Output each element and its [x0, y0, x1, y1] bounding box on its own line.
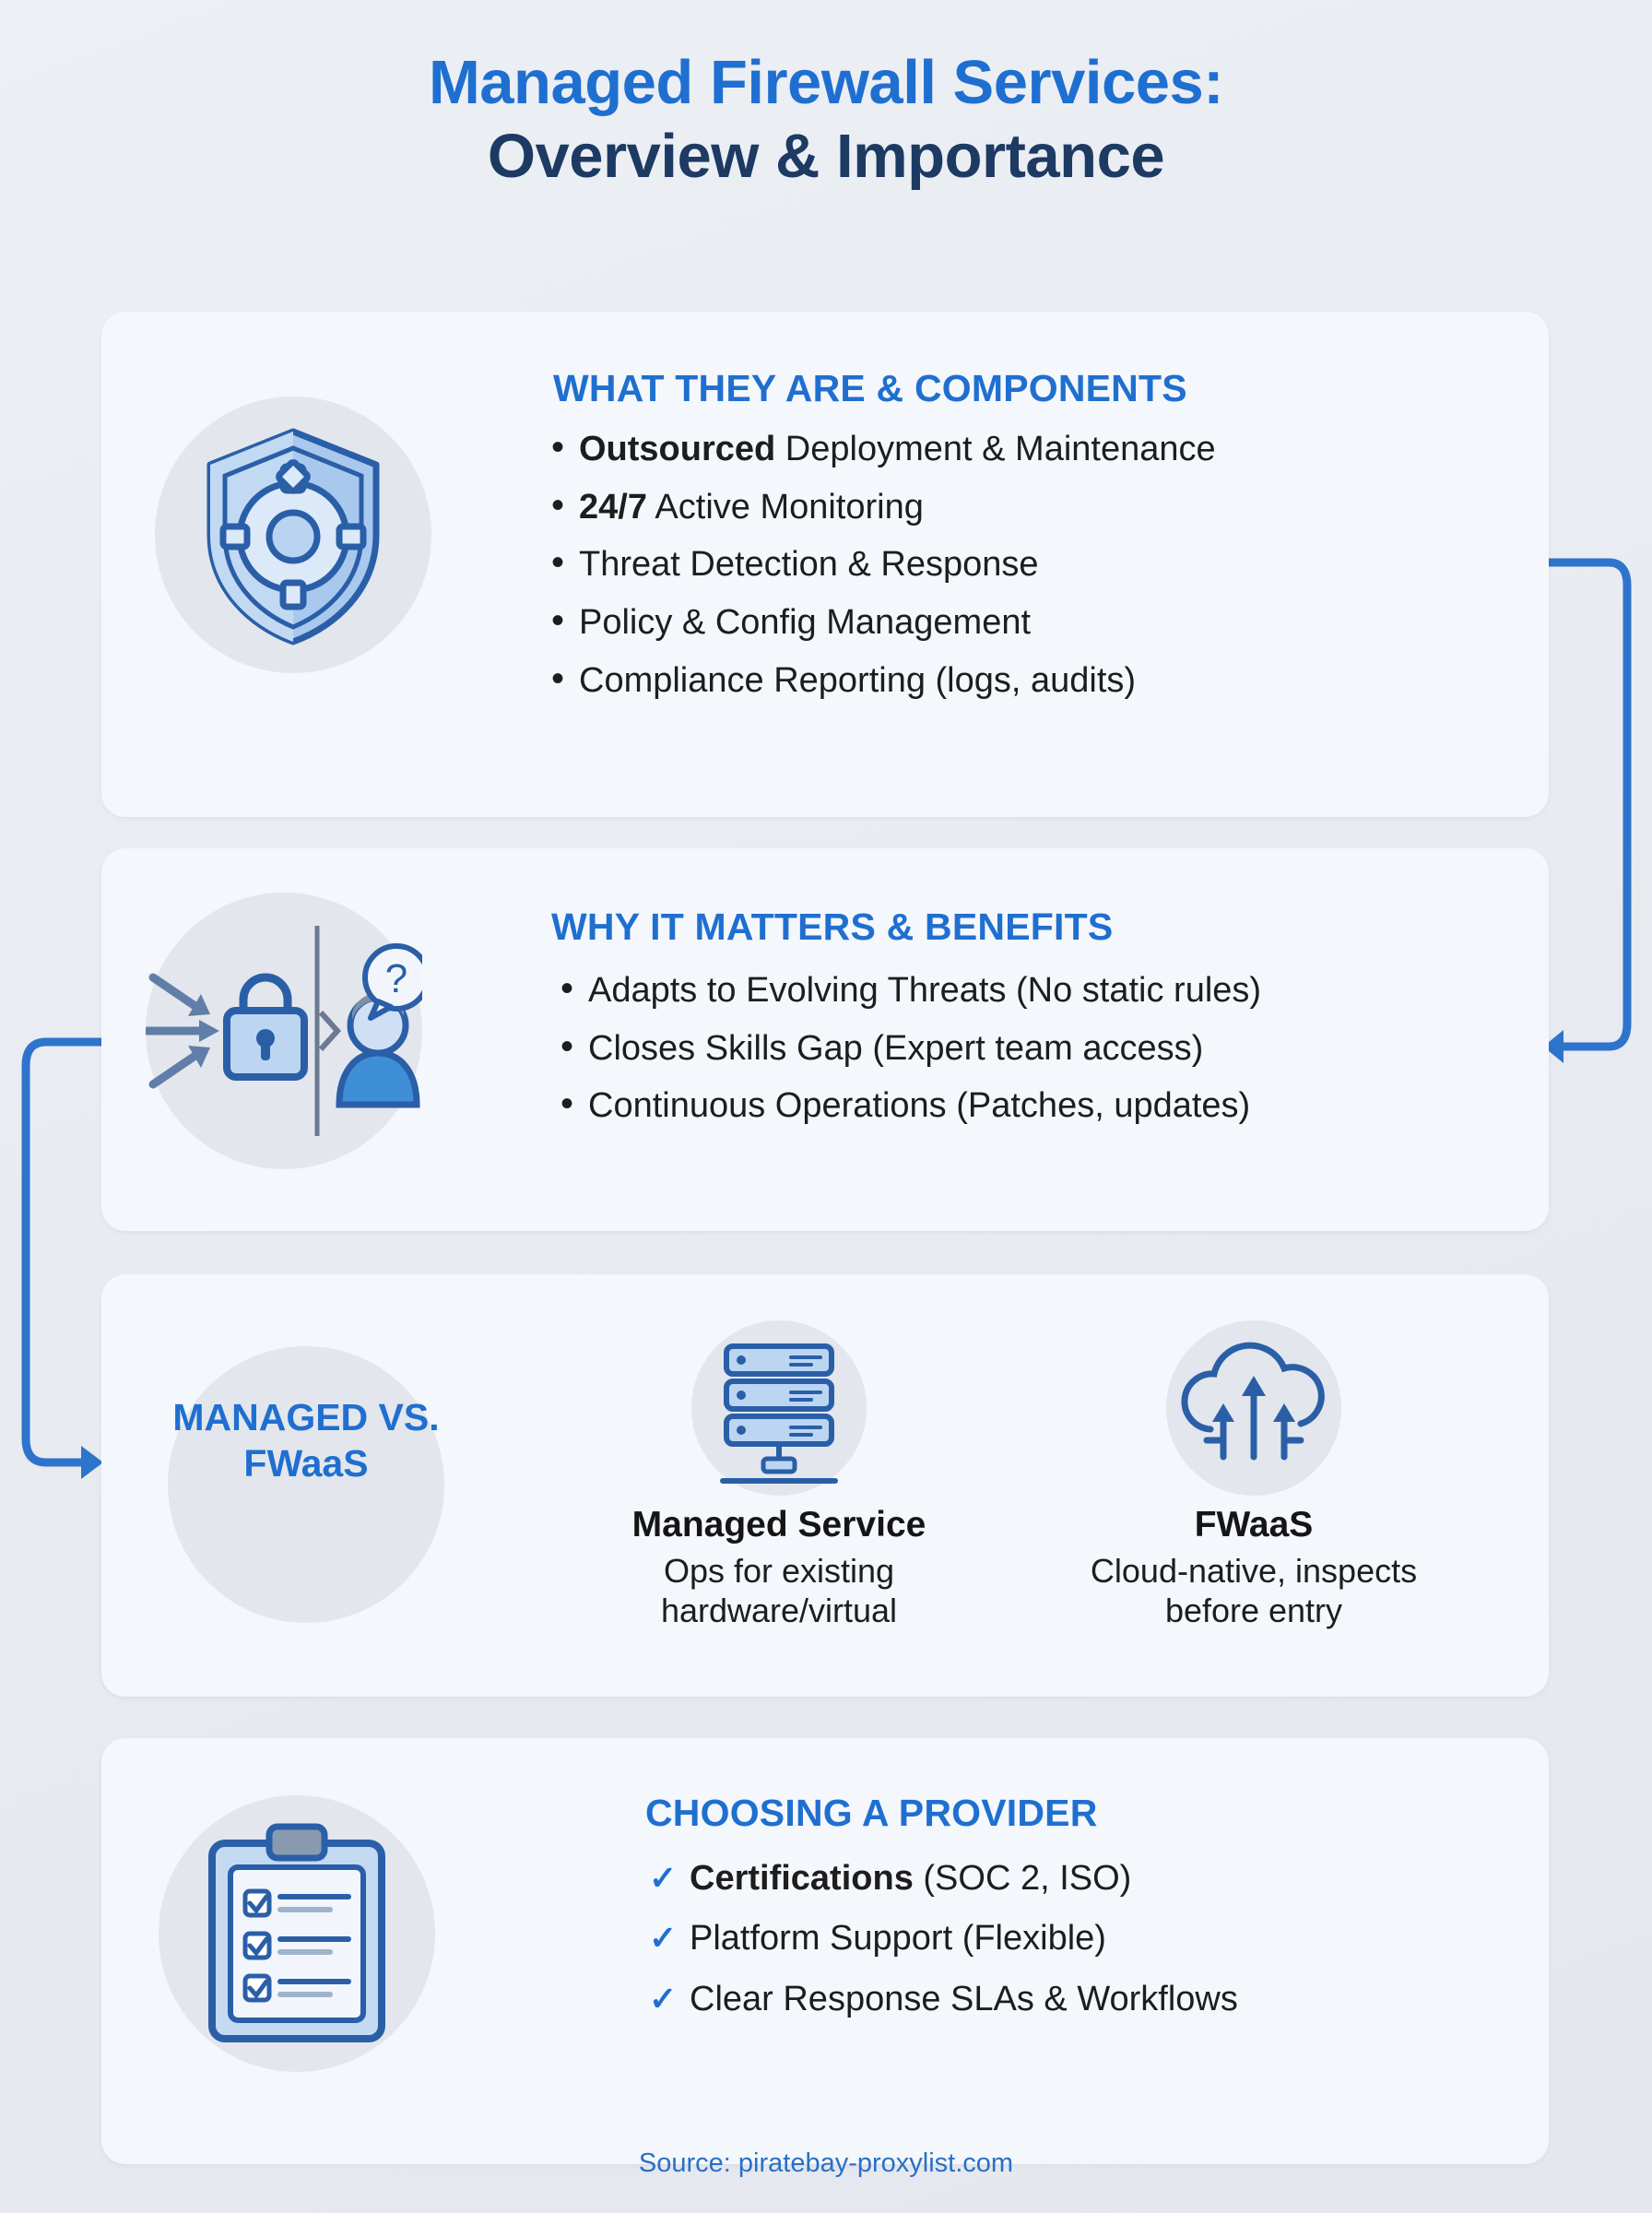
list-item: [542, 600, 1216, 645]
why-it-matters-bullets: [551, 968, 1261, 1142]
column-fwaas: [1051, 1320, 1457, 1630]
bullet-strong: Outsourced: [579, 430, 776, 468]
check-text: Clear Response SLAs & Workflows: [690, 1979, 1238, 2018]
title-line-1: Managed Firewall Services:: [428, 48, 1224, 117]
list-item: [551, 968, 1261, 1013]
column-subtitle: Cloud-native, inspects before entry: [1090, 1552, 1418, 1630]
list-item: [645, 1977, 1238, 2022]
server-stack-icon: [691, 1320, 867, 1496]
bullet-text: Continuous Operations (Patches, updates): [588, 1086, 1251, 1126]
check-text: Platform Support (Flexible): [690, 1919, 1106, 1959]
column-subtitle: Ops for existing hardware/virtual: [660, 1552, 898, 1630]
choosing-a-provider-checklist: [645, 1856, 1238, 2037]
card-what-they-are: [101, 312, 1549, 817]
card-managed-vs-fwaas: [101, 1274, 1549, 1697]
card-choosing-a-provider: [101, 1738, 1549, 2164]
cloud-arrows-icon: [1166, 1320, 1341, 1496]
column-title: Managed Service: [631, 1505, 926, 1544]
check-icon: ✓: [649, 1919, 678, 1958]
bullet-text: Closes Skills Gap (Expert team access): [588, 1028, 1204, 1068]
bullet-text: Adapts to Evolving Threats (No static rules): [588, 971, 1262, 1010]
page-title: [0, 0, 1652, 195]
bullet-text: Threat Detection & Response: [579, 545, 1039, 585]
list-item: [645, 1916, 1238, 1961]
source-credit: Source: piratebay-proxylist.com: [638, 2148, 1014, 2178]
list-item: [542, 542, 1216, 587]
check-text: (SOC 2, ISO): [913, 1859, 1132, 1898]
list-item: [542, 485, 1216, 530]
section-heading: CHOOSING A PROVIDER: [645, 1792, 1098, 1834]
bullet-text: Deployment & Maintenance: [775, 430, 1216, 468]
list-item: [551, 1083, 1261, 1129]
list-item: [551, 1026, 1261, 1071]
column-managed-service: [581, 1320, 977, 1630]
bullet-text: Policy & Config Management: [579, 602, 1032, 642]
clipboard-checklist-icon: [159, 1795, 435, 2072]
check-strong: Certifications: [690, 1859, 914, 1898]
bullet-text: Active Monitoring: [646, 487, 924, 527]
section-heading: WHY IT MATTERS & BENEFITS: [551, 905, 1114, 948]
list-item: [542, 427, 1216, 472]
check-icon: ✓: [649, 1859, 678, 1897]
what-they-are-bullets: [542, 427, 1216, 716]
list-item: [542, 658, 1216, 704]
column-title: FWaaS: [1194, 1505, 1314, 1544]
bullet-strong: 24/7: [579, 487, 647, 527]
card-why-it-matters: [101, 848, 1549, 1231]
section-heading: WHAT THEY ARE & COMPONENTS: [553, 367, 1187, 409]
lock-user-question-icon: [146, 893, 422, 1169]
list-item: [645, 1856, 1238, 1901]
shield-gear-icon: [155, 396, 431, 673]
managed-vs-fwaas-label: MANAGED VS. FWaaS: [172, 1396, 440, 1485]
check-icon: ✓: [649, 1979, 678, 2018]
title-line-2: Overview & Importance: [487, 122, 1165, 192]
svg-text:?: ?: [384, 956, 408, 1001]
bullet-text: Compliance Reporting (logs, audits): [579, 660, 1137, 700]
